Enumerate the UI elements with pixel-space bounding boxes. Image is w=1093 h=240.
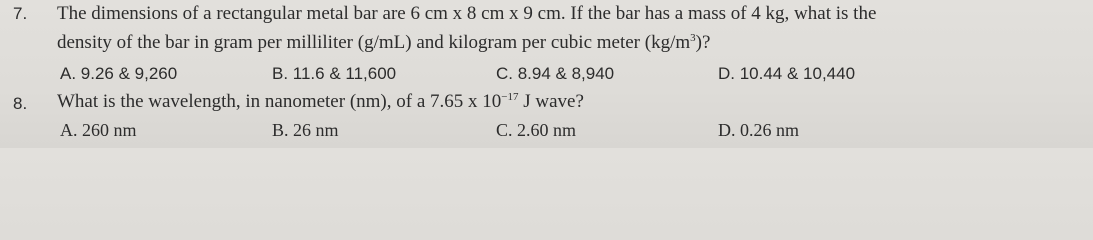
option-b: B. 26 nm — [272, 120, 339, 140]
question-text-line-1: The dimensions of a rectangular metal bar are 6 cm x 8 cm x 9 cm. If the bar has a mass of 4 kg, what is the — [57, 3, 877, 24]
question-text-line-1 — [57, 91, 584, 113]
option-b: B. 11.6 & 11,600 — [272, 64, 397, 83]
question-text-line-2 — [57, 32, 710, 54]
superscript: −17 — [501, 91, 519, 103]
question-number: 7. — [13, 4, 28, 23]
superscript: 3 — [690, 32, 696, 44]
question-number: 8. — [13, 94, 28, 113]
question-text-end: )? — [695, 32, 711, 53]
option-a: A. 260 nm — [60, 120, 137, 140]
question-text-main: What is the wavelength, in nanometer (nm), of a 7.65 x 10 — [57, 91, 502, 112]
option-a: A. 9.26 & 9,260 — [60, 64, 178, 83]
option-c: C. 8.94 & 8,940 — [496, 64, 615, 83]
option-c: C. 2.60 nm — [496, 120, 577, 140]
question-text-main: density of the bar in gram per milliliter (g/mL) and kilogram per cubic meter (kg/m — [57, 32, 691, 53]
option-d: D. 0.26 nm — [718, 120, 799, 140]
question-text-end: J wave? — [518, 91, 584, 112]
option-d: D. 10.44 & 10,440 — [718, 64, 856, 83]
